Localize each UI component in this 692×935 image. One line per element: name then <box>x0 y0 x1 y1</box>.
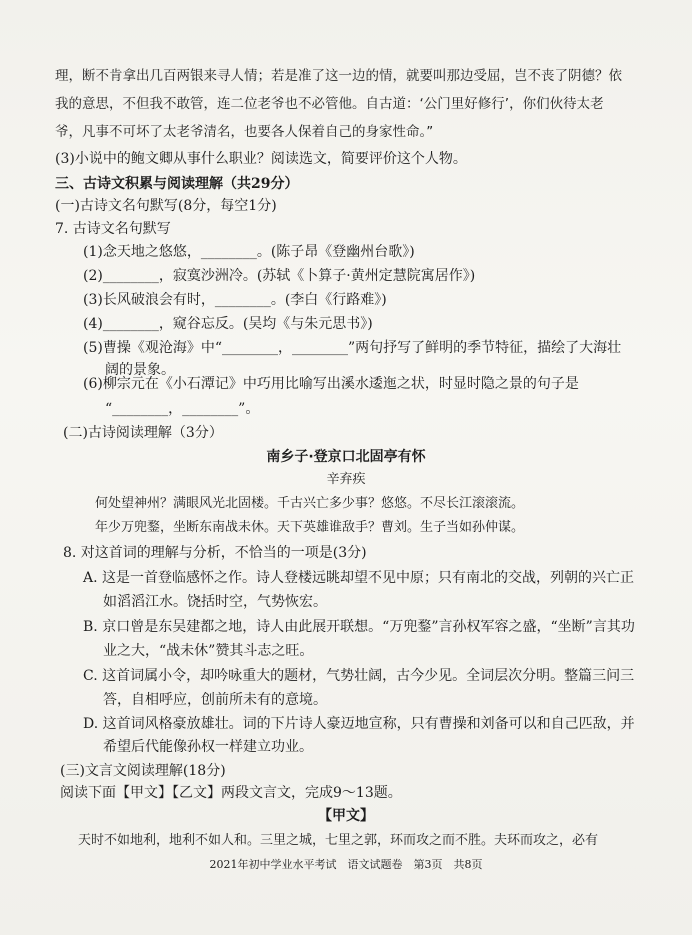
question-7: 7. 古诗文名句默写 <box>55 221 171 237</box>
subsection-3-heading: (三)文言文阅读理解(18分) <box>60 763 226 779</box>
poem-line-2: 年少万兜鍪，坐断东南战未休。天下英雄谁敌手？曹刘。生子当如孙仲谋。 <box>95 520 525 535</box>
fill-blank-item-1: (1)念天地之悠悠，________。(陈子昂《登幽州台歌》) <box>83 244 415 260</box>
section-3-heading: 三、古诗文积累与阅读理解（共29分） <box>55 176 299 192</box>
text-jia-line-1: 天时不如地利，地利不如人和。三里之城，七里之郭，环而攻之而不胜。夫环而攻之，必有 <box>78 833 599 848</box>
fill-blank-item-5-cont: 阔的景象。 <box>105 362 175 378</box>
subsection-2-heading: (二)古诗阅读理解（3分） <box>63 425 223 441</box>
option-d-cont: 希望后代能像孙权一样建立功业。 <box>103 739 313 755</box>
option-a: A. 这是一首登临感怀之作。诗人登楼远眺却望不见中原；只有南北的交战，列朝的兴亡正 <box>83 570 635 586</box>
fill-blank-item-2: (2)________，寂寞沙洲冷。(苏轼《卜算子·黄州定慧院寓居作》) <box>83 268 476 284</box>
fill-blank-item-5: (5)曹操《观沧海》中“________，________”两句抒写了鲜明的季节特征，描绘了大海壮 <box>83 340 622 356</box>
option-a-cont: 如滔滔江水。饶括时空，气势恢宏。 <box>103 594 327 610</box>
option-c: C. 这首词属小令，却吟咏重大的题材，气势壮阔，古今少见。全词层次分明。整篇三问三 <box>83 668 635 684</box>
story-text-line-3: 爷，凡事不可坏了太老爷清名，也要各人保着自己的身家性命。” <box>55 124 434 140</box>
question-3: (3)小说中的鲍文卿从事什么职业？阅读选文，简要评价这个人物。 <box>55 151 467 167</box>
fill-blank-item-6-cont: “________，________”。 <box>105 401 260 417</box>
question-8-stem: 8. 对这首词的理解与分析，不恰当的一项是(3分) <box>63 545 367 561</box>
fill-blank-item-6: (6)柳宗元在《小石潭记》中巧用比喻写出溪水逶迤之状，时显时隐之景的句子是 <box>83 376 579 392</box>
option-d: D. 这首词风格豪放雄壮。词的下片诗人豪迈地宣称，只有曹操和刘备可以和自己匹敌，并 <box>83 716 635 732</box>
option-b: B. 京口曾是东吴建都之地，诗人由此展开联想。“万兜鍪”言孙权军容之盛，“坐断”言其功 <box>83 619 635 635</box>
reading-instruction: 阅读下面【甲文】【乙文】两段文言文，完成9～13题。 <box>60 785 402 801</box>
text-jia-title: 【甲文】 <box>318 808 374 824</box>
option-c-cont: 答，自相呼应，创前所未有的意境。 <box>103 692 327 708</box>
poem-line-1: 何处望神州？满眼风光北固楼。千古兴亡多少事？悠悠。不尽长江滚滚流。 <box>95 496 525 511</box>
fill-blank-item-4: (4)________，窥谷忘反。(吴均《与朱元思书》) <box>83 316 373 332</box>
story-text-line-2: 我的意思，不但我不敢管，连二位老爷也不必管他。自古道：‘公门里好修行’，你们伙待太老 <box>55 96 604 112</box>
story-text-line-1: 理，断不肯拿出几百两银来寻人情；若是准了这一边的情，就要叫那边受屈，岂不丧了阴德？依 <box>55 68 622 84</box>
poem-author: 辛弃疾 <box>326 472 366 487</box>
option-b-cont: 业之大，“战未休”赞其斗志之旺。 <box>103 643 314 659</box>
poem-title: 南乡子·登京口北固亭有怀 <box>266 449 426 465</box>
subsection-1-heading: (一)古诗文名句默写(8分，每空1分) <box>55 198 277 214</box>
page-footer: 2021年初中学业水平考试 语文试题卷 第3页 共8页 <box>209 858 483 871</box>
fill-blank-item-3: (3)长风破浪会有时，________。(李白《行路难》) <box>83 292 387 308</box>
